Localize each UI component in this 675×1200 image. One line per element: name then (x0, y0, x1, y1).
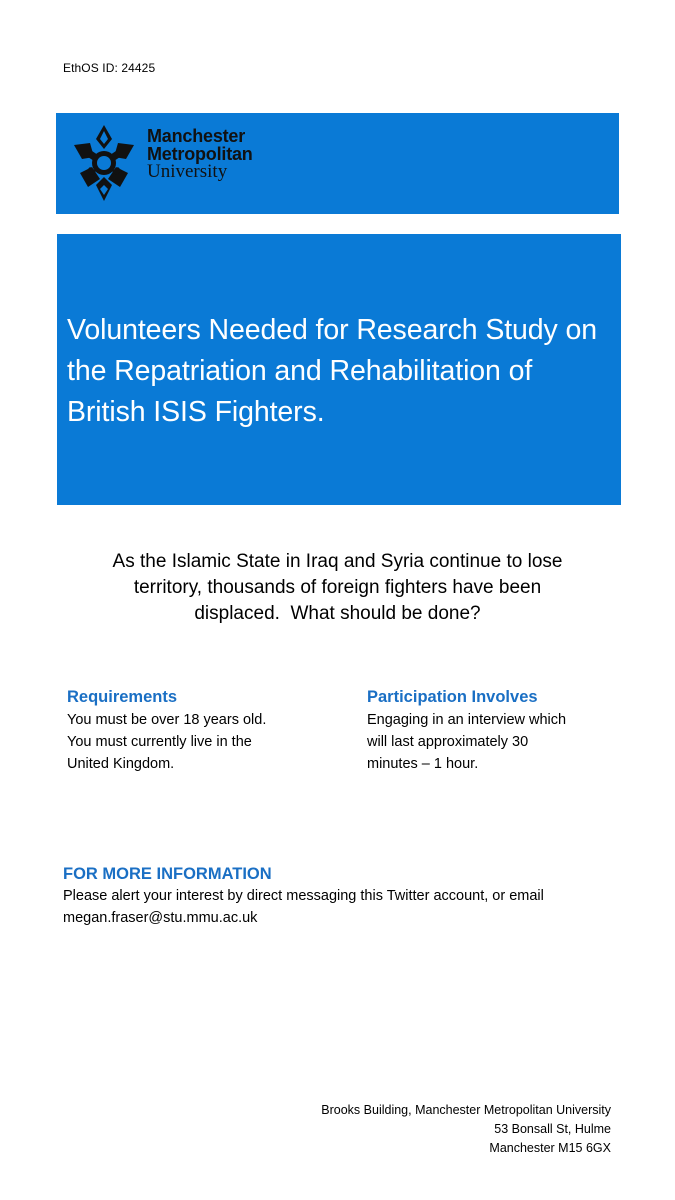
intro-line-3: displaced. What should be done? (194, 603, 481, 624)
more-information-section (63, 864, 623, 929)
logo-line-2: Metropolitan (147, 144, 253, 164)
participation-line-2: will last approximately 30 (367, 734, 529, 750)
address-line-2: 53 Bonsall St, Hulme (494, 1122, 611, 1136)
participation-section (367, 686, 617, 775)
contact-email: megan.fraser@stu.mmu.ac.uk (63, 910, 258, 926)
university-emblem-icon (66, 121, 142, 205)
intro-line-2: territory, thousands of foreign fighters have been (133, 577, 542, 598)
participation-heading: Participation Involves (367, 688, 538, 706)
address-block (321, 1101, 611, 1158)
participation-line-1: Engaging in an interview which (367, 712, 567, 728)
requirements-section (67, 686, 317, 775)
requirements-heading: Requirements (67, 688, 178, 706)
university-logo-banner (56, 113, 619, 214)
requirement-line-3: United Kingdom. (67, 756, 175, 772)
requirement-line-2: You must currently live in the (67, 734, 252, 750)
logo-line-3: University (147, 161, 228, 182)
requirement-line-1: You must be over 18 years old. (67, 712, 267, 728)
address-line-3: Manchester M15 6GX (489, 1141, 611, 1155)
intro-line-1: As the Islamic State in Iraq and Syria continue to lose (112, 551, 563, 572)
ethos-id: EthOS ID: 24425 (63, 61, 156, 75)
intro-paragraph (60, 549, 615, 627)
logo-line-1: Manchester (147, 126, 246, 146)
more-information-text: Please alert your interest by direct messaging this Twitter account, or email (63, 888, 544, 904)
participation-line-3: minutes – 1 hour. (367, 756, 479, 772)
headline-banner (57, 234, 621, 505)
address-line-1: Brooks Building, Manchester Metropolitan University (321, 1103, 611, 1117)
more-information-heading: FOR MORE INFORMATION (63, 865, 272, 883)
university-wordmark (147, 127, 253, 181)
page-title: Volunteers Needed for Research Study on the Repatriation and Rehabilitation of British ISIS Fighters. (67, 314, 598, 428)
